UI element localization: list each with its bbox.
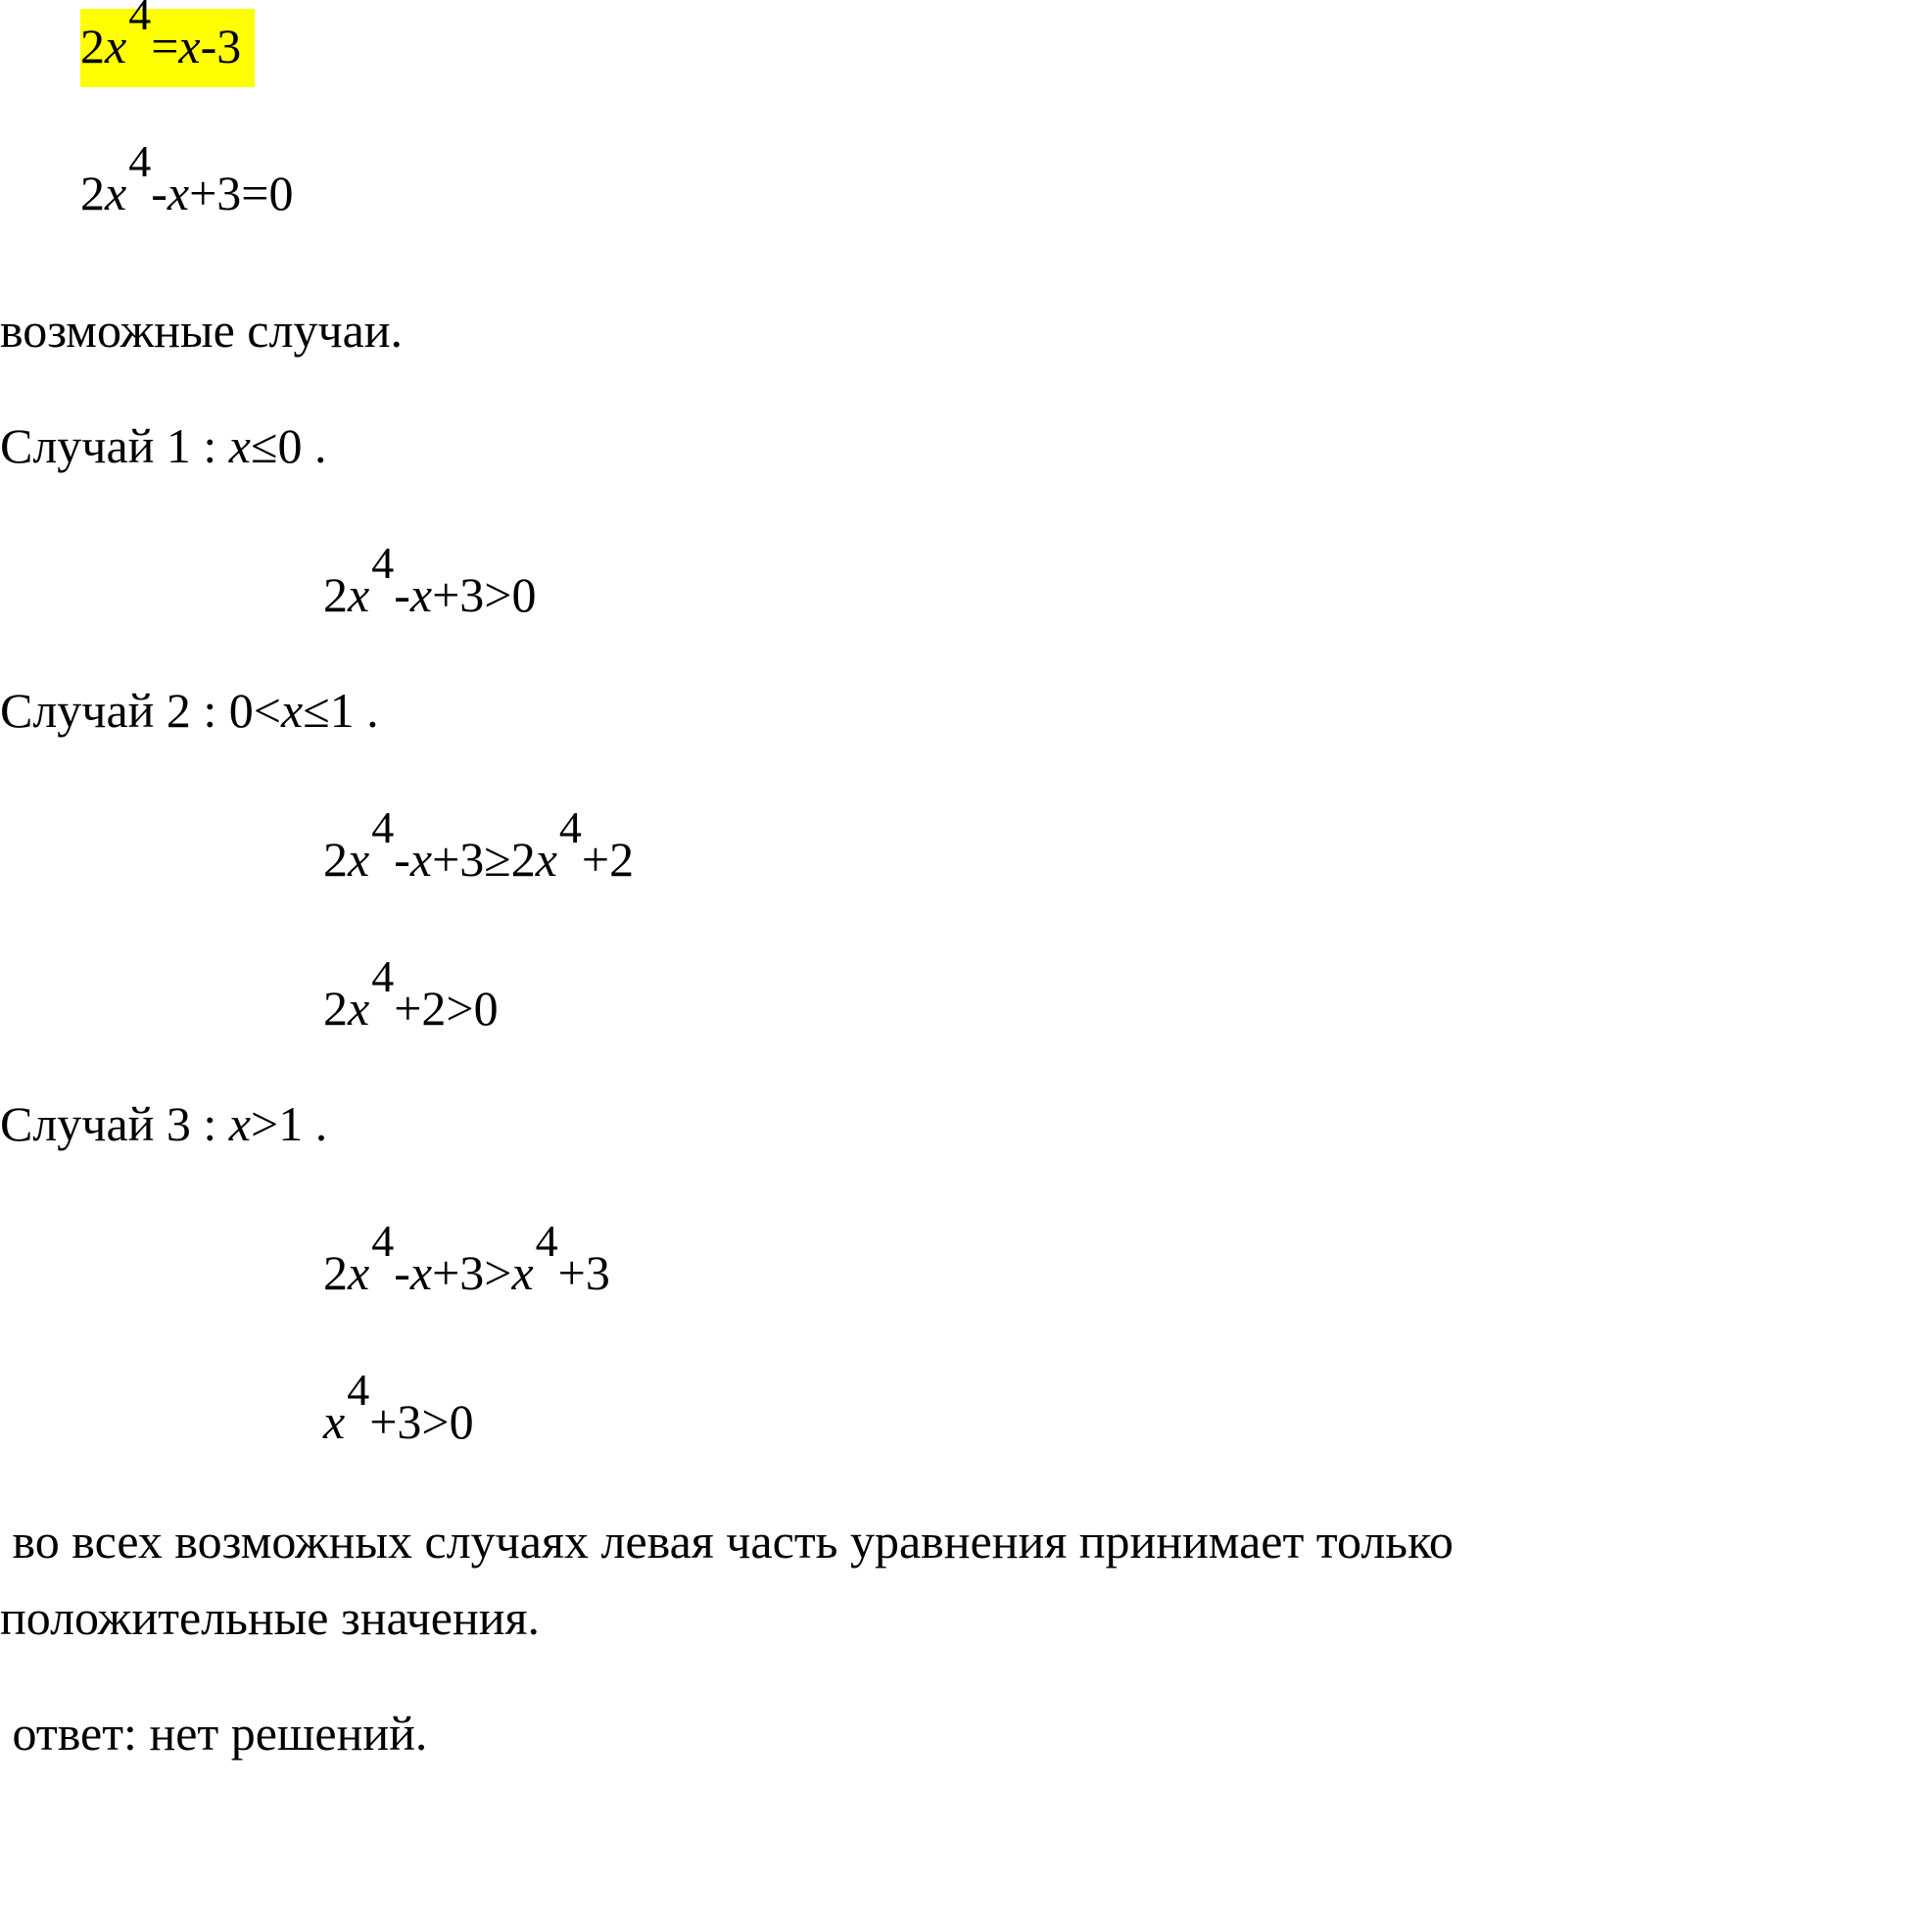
operator: -	[151, 166, 167, 220]
case-condition: ≤1 .	[303, 683, 379, 738]
exponent: 4	[371, 538, 395, 588]
variable: x	[535, 832, 557, 887]
term: +3	[557, 1245, 610, 1300]
term: +2>0	[394, 981, 499, 1036]
conclusion-line-2: положительные значения.	[0, 1590, 541, 1645]
case3-inequality-2	[323, 1365, 474, 1449]
term: +3≥2	[432, 832, 536, 887]
equation-given	[80, 0, 255, 73]
variable: x	[105, 19, 127, 73]
variable: x	[323, 1394, 346, 1449]
variable: x	[105, 166, 127, 220]
exponent: 4	[128, 0, 152, 39]
term: -3	[200, 19, 242, 73]
variable: x	[228, 1096, 251, 1151]
coef: 2	[323, 567, 348, 622]
case2-heading	[0, 683, 379, 738]
variable: x	[348, 1245, 370, 1300]
exponent: 4	[128, 136, 152, 186]
exponent: 4	[558, 802, 582, 852]
variable: x	[409, 832, 433, 887]
operator: -	[394, 832, 410, 887]
case-label: Случай 2 : 0<	[0, 683, 281, 738]
coef: 2	[323, 1245, 348, 1300]
variable: x	[281, 683, 304, 738]
equation-moved	[80, 136, 294, 220]
variable: x	[348, 981, 370, 1036]
case2-inequality-1	[323, 802, 635, 887]
exponent: 4	[347, 1365, 370, 1415]
variable: x	[409, 1245, 433, 1300]
case-condition: ≤0 .	[251, 418, 327, 473]
case-label: Случай 1 :	[0, 418, 229, 473]
variable: x	[178, 19, 201, 73]
conclusion-line-1: во всех возможных случаях левая часть уравнения принимает только	[0, 1514, 1454, 1569]
term: +3>0	[432, 567, 537, 622]
relation: =	[151, 19, 179, 73]
term: +3=0	[189, 166, 294, 220]
variable: x	[167, 166, 190, 220]
variable: x	[228, 418, 251, 473]
case1-inequality	[323, 538, 537, 622]
term: +2	[581, 832, 635, 887]
variable: x	[348, 832, 370, 887]
intro-text: возможные случаи.	[0, 303, 404, 358]
case2-inequality-2	[323, 951, 499, 1036]
operator: -	[394, 1245, 410, 1300]
operator: -	[394, 567, 410, 622]
exponent: 4	[371, 951, 395, 1001]
exponent: 4	[371, 1216, 395, 1266]
coef: 2	[323, 832, 348, 887]
exponent: 4	[535, 1216, 558, 1266]
case-condition: >1 .	[251, 1096, 328, 1151]
coef: 2	[323, 981, 348, 1036]
case1-heading	[0, 418, 327, 473]
variable: x	[409, 567, 433, 622]
term: +3>0	[369, 1394, 474, 1449]
case-label: Случай 3 :	[0, 1096, 229, 1151]
variable: x	[511, 1245, 534, 1300]
case3-inequality-1	[323, 1216, 610, 1300]
exponent: 4	[371, 802, 395, 852]
coef: 2	[80, 19, 105, 73]
variable: x	[348, 567, 370, 622]
term: +3>	[432, 1245, 512, 1300]
equation-highlight	[80, 0, 255, 87]
answer-text: ответ: нет решений.	[0, 1706, 428, 1761]
coef: 2	[80, 166, 105, 220]
case3-heading	[0, 1096, 328, 1151]
